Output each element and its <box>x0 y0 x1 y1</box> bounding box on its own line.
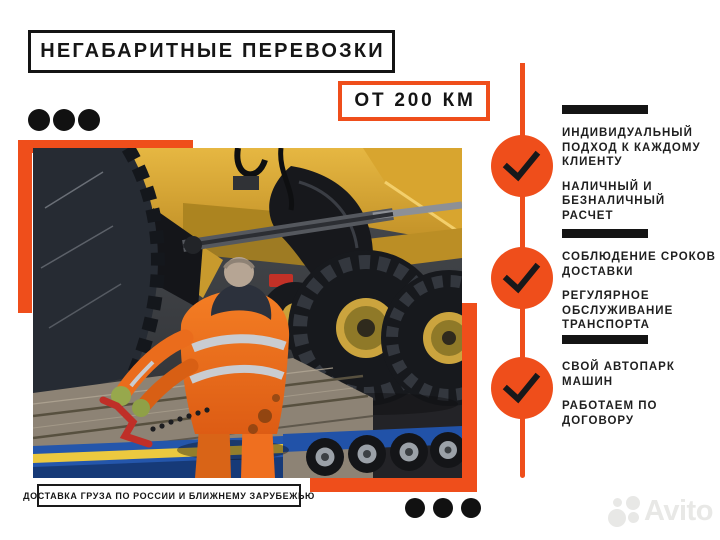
benefit-item: ИНДИВИДУАЛЬНЫЙ ПОДХОД К КАЖДОМУ КЛИЕНТУ <box>562 127 701 168</box>
checkmark-icon <box>491 247 553 309</box>
benefit-item: РАБОТАЕМ ПО ДОГОВОРУ <box>562 400 658 427</box>
section-divider-bar <box>562 335 648 344</box>
check-circle <box>491 135 553 197</box>
photo-frame-left-accent <box>18 140 32 313</box>
distance-badge <box>338 81 490 121</box>
dot-icon <box>28 109 50 131</box>
truck-loading-photo <box>33 148 462 478</box>
distance-badge-label: ОТ 200 КМ <box>354 90 476 111</box>
check-circle <box>491 247 553 309</box>
check-circle <box>491 357 553 419</box>
section-divider-bar <box>562 105 648 114</box>
truck-loading-illustration <box>33 148 462 478</box>
checkmark-icon <box>491 135 553 197</box>
glove <box>132 399 150 417</box>
photo-frame-bottom-accent <box>310 478 477 492</box>
dot-icon <box>53 109 75 131</box>
dot-icon <box>405 498 425 518</box>
section-divider-bar <box>562 229 648 238</box>
avito-logo-icon <box>606 492 642 530</box>
caption-box <box>23 484 315 507</box>
benefit-group-2 <box>562 229 720 333</box>
benefit-item: РЕГУЛЯРНОЕ ОБСЛУЖИВАНИЕ ТРАНСПОРТА <box>562 290 674 331</box>
caption-text: ДОСТАВКА ГРУЗА ПО РОССИИ И БЛИЖНЕМУ ЗАРУБЕЖЬЮ <box>23 490 315 501</box>
avito-watermark <box>606 492 713 530</box>
checkmark-icon <box>491 357 553 419</box>
benefit-group-1 <box>562 105 720 223</box>
photo-frame-right-accent <box>462 303 477 492</box>
decor-dots-top <box>28 109 100 131</box>
dot-icon <box>78 109 100 131</box>
benefit-item: СОБЛЮДЕНИЕ СРОКОВ ДОСТАВКИ <box>562 251 716 278</box>
benefit-item: НАЛИЧНЫЙ И БЕЗНАЛИЧНЫЙ РАСЧЕТ <box>562 180 666 222</box>
decor-dots-bottom <box>405 498 481 518</box>
benefit-group-3 <box>562 335 720 428</box>
title-box <box>28 30 395 73</box>
benefit-item: СВОЙ АВТОПАРК МАШИН <box>562 361 675 388</box>
dot-icon <box>433 498 453 518</box>
dot-icon <box>461 498 481 518</box>
page-title: НЕГАБАРИТНЫЕ ПЕРЕВОЗКИ <box>40 40 385 62</box>
watermark-brand: Avito <box>644 495 713 527</box>
